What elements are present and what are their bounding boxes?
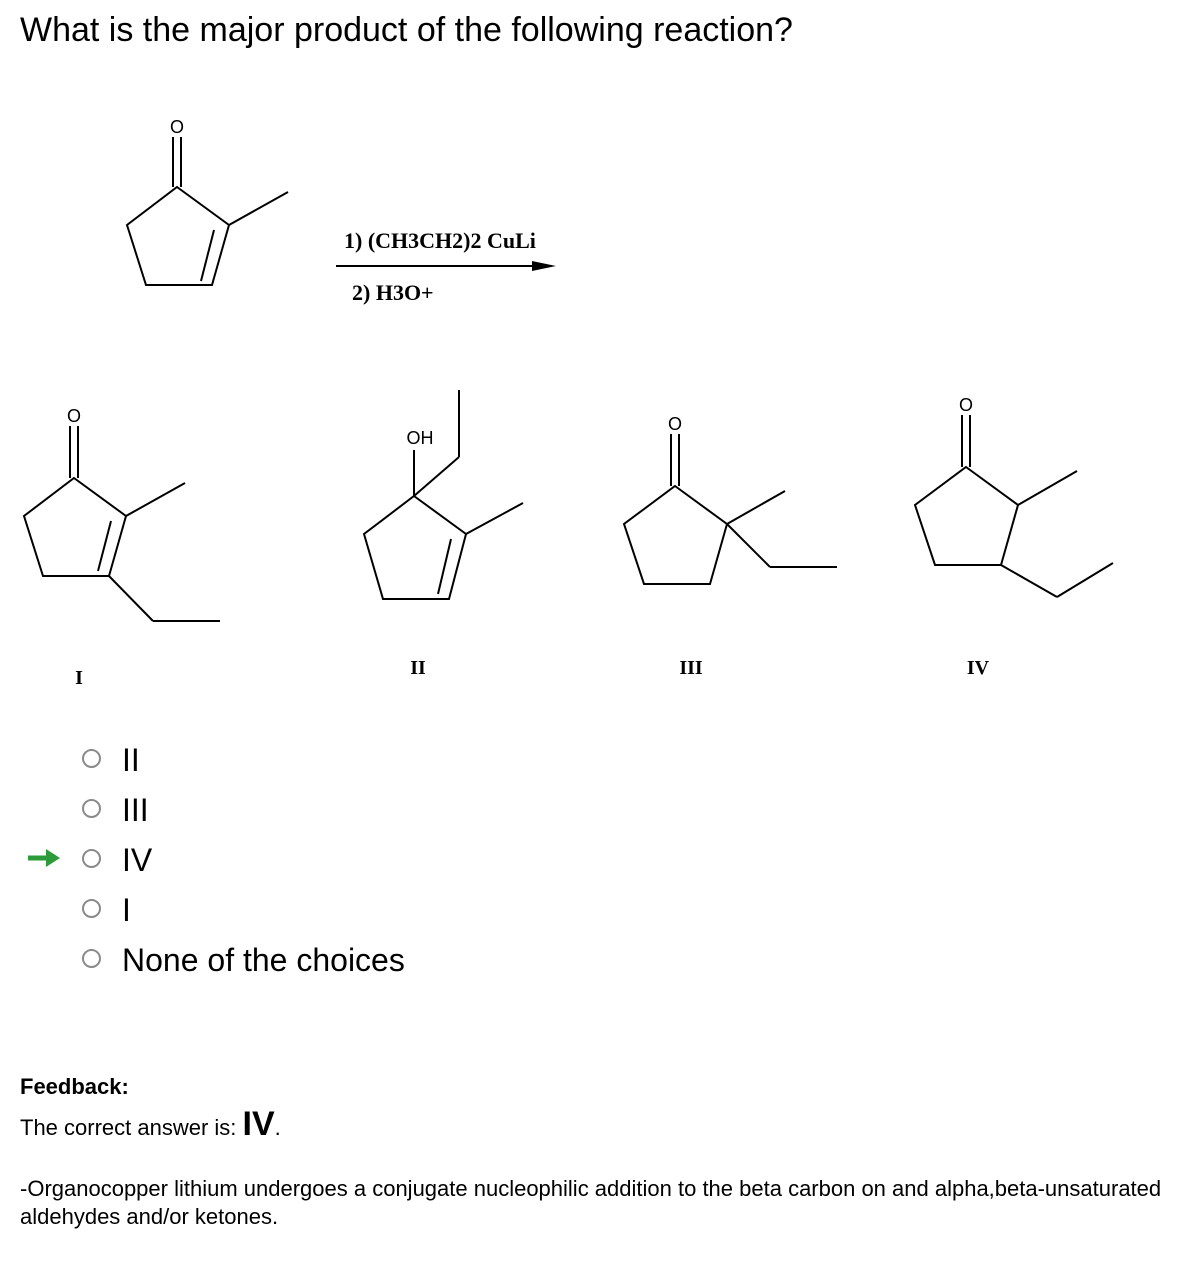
structure-i [24,426,220,621]
choice-label: IV [122,842,153,878]
radio-button[interactable] [82,749,101,768]
feedback-answer-prefix: The correct answer is: [20,1115,243,1140]
feedback-title: Feedback: [20,1074,129,1099]
choice-ii[interactable] [26,735,405,785]
structure-i-oxygen-label: O [66,406,82,426]
starting-material-oxygen-label: O [169,117,185,137]
choice-label: II [122,742,140,778]
choice-label: None of the choices [122,942,405,978]
choice-iii[interactable] [26,785,405,835]
question-text: What is the major product of the following reaction? [20,11,793,49]
structure-i-label: I [75,667,83,689]
structure-ii-label: II [410,657,426,679]
structure-iii [624,434,837,584]
feedback-explanation: -Organocopper lithium undergoes a conjugate nucleophilic addition to the beta carbon on and alpha,beta-unsaturated aldehydes and/or ketones. [20,1176,1162,1229]
correct-answer-arrow-icon [26,847,62,869]
choice-iv[interactable] [26,835,405,885]
radio-button[interactable] [82,849,101,868]
reagent-2-label: 2) H3O+ [352,280,434,305]
starting-material-structure [127,137,288,285]
answer-choices [26,735,405,985]
choice-i[interactable] [26,885,405,935]
structure-ii-hydroxyl-label: OH [406,428,434,448]
reagent-1-label: 1) (CH3CH2)2 CuLi [344,228,536,253]
structure-iv-label: IV [966,657,990,679]
choice-label: I [122,892,131,928]
feedback-correct-answer: IV [242,1105,275,1143]
feedback-answer [20,1105,1170,1143]
structure-iii-oxygen-label: O [667,414,683,434]
feedback-section [20,1073,1170,1231]
structure-iv-oxygen-label: O [958,395,974,415]
feedback-answer-suffix: . [274,1115,281,1140]
radio-button[interactable] [82,949,101,968]
structure-iii-label: III [679,657,703,679]
choice-label: III [122,792,149,828]
structure-iv [915,415,1113,597]
radio-button[interactable] [82,799,101,818]
choice-none[interactable] [26,935,405,985]
structure-ii [364,390,523,599]
radio-button[interactable] [82,899,101,918]
